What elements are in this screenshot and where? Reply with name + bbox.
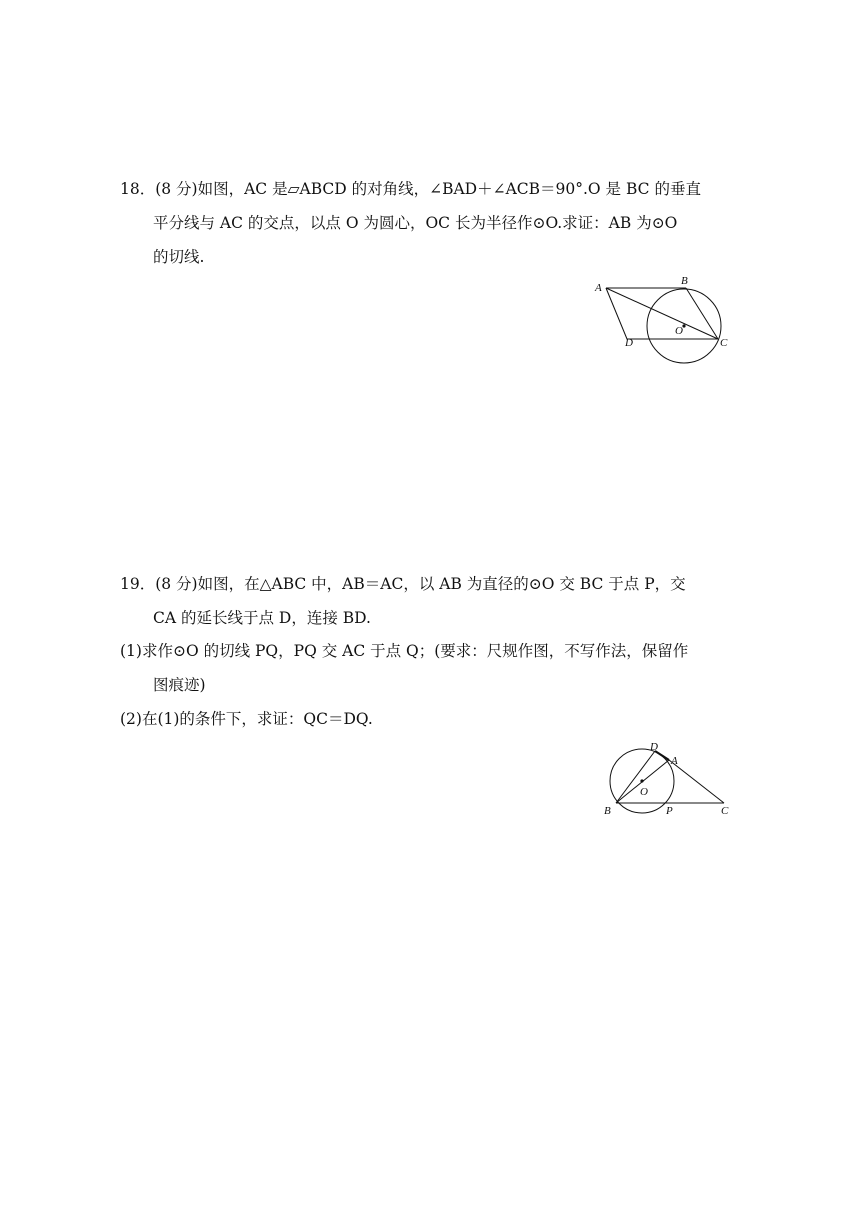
q19-label-a: A — [671, 755, 678, 767]
q18-text-line1: 18．(8 分)如图，AC 是▱ABCD 的对角线，∠BAD＋∠ACB＝90°.O 是 BC 的垂直 — [120, 180, 701, 198]
q18-label-c: C — [720, 337, 728, 349]
q19-part1-line2: 图痕迹) — [153, 676, 206, 694]
q18-text-line2: 平分线与 AC 的交点，以点 O 为圆心，OC 长为半径作⊙O.求证：AB 为⊙O — [153, 214, 678, 232]
q19-part1-line1: (1)求作⊙O 的切线 PQ，PQ 交 AC 于点 Q；(要求：尺规作图，不写作法，保留作 — [120, 642, 689, 660]
q19-segment-bd — [616, 751, 655, 803]
q18-label-a: A — [595, 282, 602, 294]
q18-label-o: O — [675, 325, 683, 337]
q19-text-line2: CA 的延长线于点 D，连接 BD. — [153, 609, 371, 627]
q19-label-c: C — [721, 805, 729, 817]
q18-figure — [588, 270, 738, 370]
q18-text-line3: 的切线. — [153, 248, 205, 266]
q19-center-dot — [640, 779, 643, 782]
q19-label-p: P — [666, 805, 673, 817]
q19-figure — [596, 738, 741, 823]
q19-part2: (2)在(1)的条件下，求证：QC＝DQ. — [120, 710, 373, 728]
q18-label-b: B — [681, 275, 688, 287]
q19-label-o: O — [640, 786, 648, 798]
q19-label-b: B — [604, 805, 611, 817]
q19-text-line1: 19．(8 分)如图，在△ABC 中，AB＝AC，以 AB 为直径的⊙O 交 BC 于点 P，交 — [120, 575, 686, 593]
q18-label-d: D — [625, 337, 633, 349]
q19-label-d: D — [650, 741, 658, 753]
